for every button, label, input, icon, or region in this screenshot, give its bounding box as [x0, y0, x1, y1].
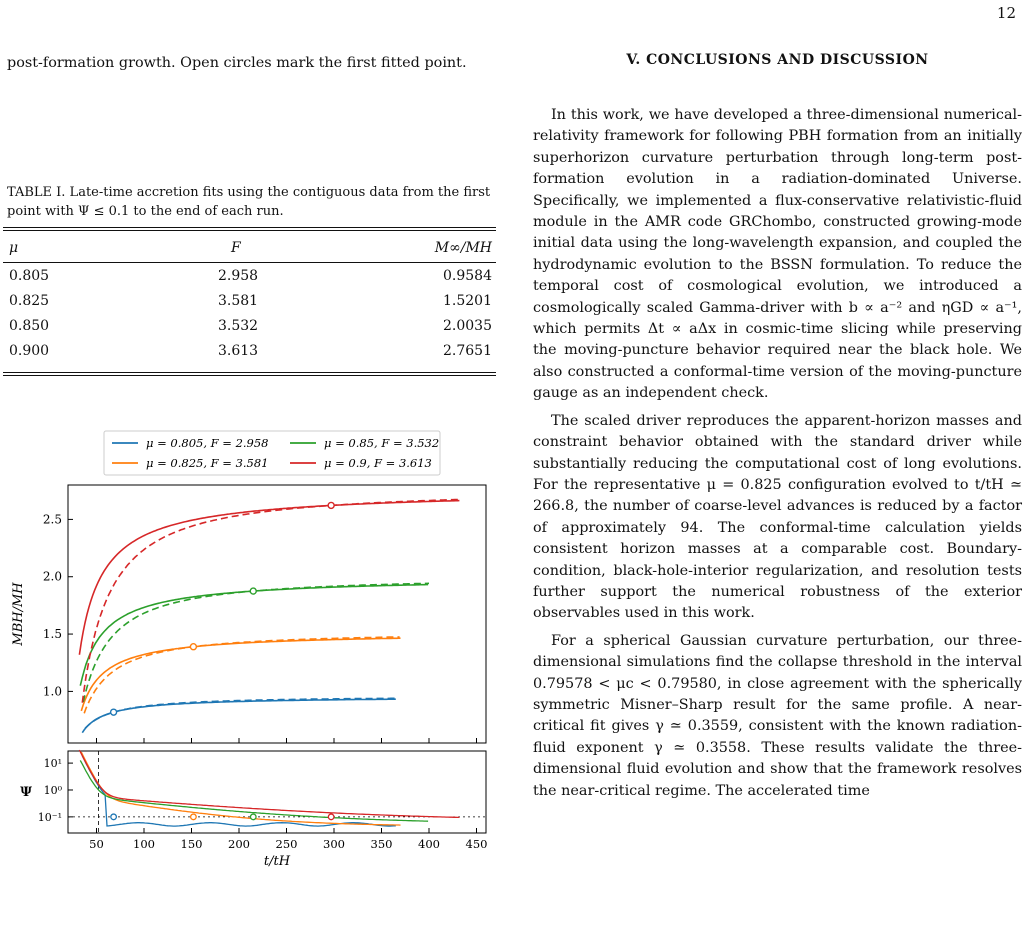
x-tick-label: 200 [228, 837, 250, 851]
x-tick-label: 50 [89, 837, 104, 851]
table-cell: 2.958 [218, 268, 259, 284]
table-row [3, 268, 496, 290]
x-tick-label: 450 [465, 837, 488, 851]
x-tick-label: 150 [180, 837, 203, 851]
table-header-mu: μ [9, 240, 19, 256]
mass-evolution-figure [0, 425, 500, 905]
table-cell: 0.805 [9, 268, 50, 284]
table-cell: 0.9584 [443, 268, 492, 284]
legend-label: μ = 0.825, F = 3.581 [146, 456, 269, 470]
table-cell: 0.825 [9, 293, 50, 309]
y-tick-label: 2.5 [42, 512, 62, 527]
table-cell: 1.5201 [443, 293, 492, 309]
series-line [79, 501, 459, 655]
table-cell: 3.581 [218, 293, 259, 309]
y-tick-label: 1.5 [42, 627, 62, 642]
legend [104, 431, 440, 475]
fit-line [82, 500, 458, 703]
psi-series-line [80, 760, 428, 821]
left-intro [7, 52, 496, 74]
legend-label: μ = 0.9, F = 3.613 [324, 456, 432, 470]
x-axis-label: t/tH [263, 854, 291, 869]
table-row [3, 343, 496, 365]
table-cell: 2.7651 [443, 343, 492, 359]
fit-line [85, 698, 395, 728]
mass-panel [11, 485, 486, 743]
table-cell: 3.532 [218, 318, 259, 334]
table-cell: 0.900 [9, 343, 50, 359]
table-top-rule [3, 227, 496, 231]
table-cell: 2.0035 [443, 318, 492, 334]
psi-panel [20, 750, 487, 869]
y-tick-label: 2.0 [42, 569, 62, 584]
y-tick-label: 10¹ [43, 757, 62, 771]
section-body [533, 105, 1022, 802]
table-cell: 3.613 [218, 343, 259, 359]
first-fit-marker [250, 588, 256, 594]
psi-series-line [79, 750, 459, 817]
y-tick-label: 1.0 [42, 684, 62, 699]
y-tick-label: 10⁰ [43, 783, 62, 797]
y-tick-label: 10⁻¹ [37, 810, 62, 824]
first-fit-marker [111, 709, 117, 715]
psi-series-line [82, 756, 396, 826]
y-axis-label: MBH/MH [11, 582, 26, 646]
table-header-minf: M∞/MH [434, 240, 492, 256]
first-fit-marker [191, 814, 197, 820]
table-cell: 0.850 [9, 318, 50, 334]
x-tick-label: 350 [370, 837, 393, 851]
figure-caption-tail: post-formation growth. Open circles mark the first fitted point. [7, 55, 467, 71]
series-line [82, 699, 396, 733]
paragraph: For a spherical Gaussian curvature perturbation, our three-dimensional simulations find the collapse threshold in the interval 0.79578 < μc < 0.79580, in close agreement with the spherically symmetric Misner–Sharp result for the same profile. A near-critical fit gives γ ≃ 0.3559, consistent with the known radiation-fluid exponent γ ≃ 0.3558. These results validate the three-dimensional fluid evolution and show that the framework resolves the near-critical regime. The accelerated time [533, 632, 1022, 799]
x-tick-label: 100 [133, 837, 155, 851]
table-row [3, 318, 496, 340]
first-fit-marker [250, 814, 256, 820]
table-row [3, 293, 496, 315]
y-axis-label: Ψ [20, 785, 32, 800]
legend-label: μ = 0.85, F = 3.532 [324, 436, 440, 450]
x-tick-label: 400 [418, 837, 440, 851]
plot-frame [68, 485, 486, 743]
x-tick-label: 250 [275, 837, 298, 851]
table-header-f: F [231, 240, 241, 256]
table-bottom-rule [3, 372, 496, 376]
paragraph: The scaled driver reproduces the apparent-horizon masses and constraint behavior obtained with the standard driver while substantially reducing the computational cost of long evolutions. For the representative μ = 0.825 configuration evolved to t/tH ≃ 266.8, the number of coarse-level advances is reduced by a factor of approximately 94. The conformal-time calculation yields consistent horizon masses at a comparable cost. Boundary-condition, black-hole-interior regularization, and resolution tests further support the numerical robustness of the exterior observables used in this work. [533, 412, 1022, 622]
legend-label: μ = 0.805, F = 2.958 [146, 436, 269, 450]
section-title: V. CONCLUSIONS AND DISCUSSION [626, 52, 929, 68]
paragraph: In this work, we have developed a three-dimensional numerical-relativity framework for following PBH formation from an initially superhorizon curvature perturbation through long-term post-formation evolution in a radiation-dominated Universe. Specifically, we implemented a flux-conservative relativistic-fluid module in the AMR code GRChombo, constructed growing-mode initial data using the long-wavelength expansion, and coupled the hydrodynamic evolution to the BSSN formulation. To reduce the temporal cost of cosmological evolution, we introduced a cosmologically scaled Gamma-driver with b ∝ a⁻² and ηGD ∝ a⁻¹, which permits Δt ∝ aΔx in cosmic-time slicing while preserving the moving-puncture behavior required near the black hole. We also constructed a conformal-time version of the moving-puncture gauge as an independent check. [533, 107, 1022, 402]
first-fit-marker [328, 502, 334, 508]
first-fit-marker [111, 814, 117, 820]
table-caption: TABLE I. Late-time accretion fits using the contiguous data from the first point with Ψ ≤ 0.1 to the end of each run. [7, 185, 491, 219]
first-fit-marker [190, 644, 196, 650]
x-tick-label: 300 [323, 837, 345, 851]
first-fit-marker [328, 814, 334, 820]
series-line [80, 585, 428, 686]
table-header-row [3, 240, 496, 262]
table-mid-rule [3, 262, 496, 263]
page-number: 12 [996, 4, 1016, 22]
